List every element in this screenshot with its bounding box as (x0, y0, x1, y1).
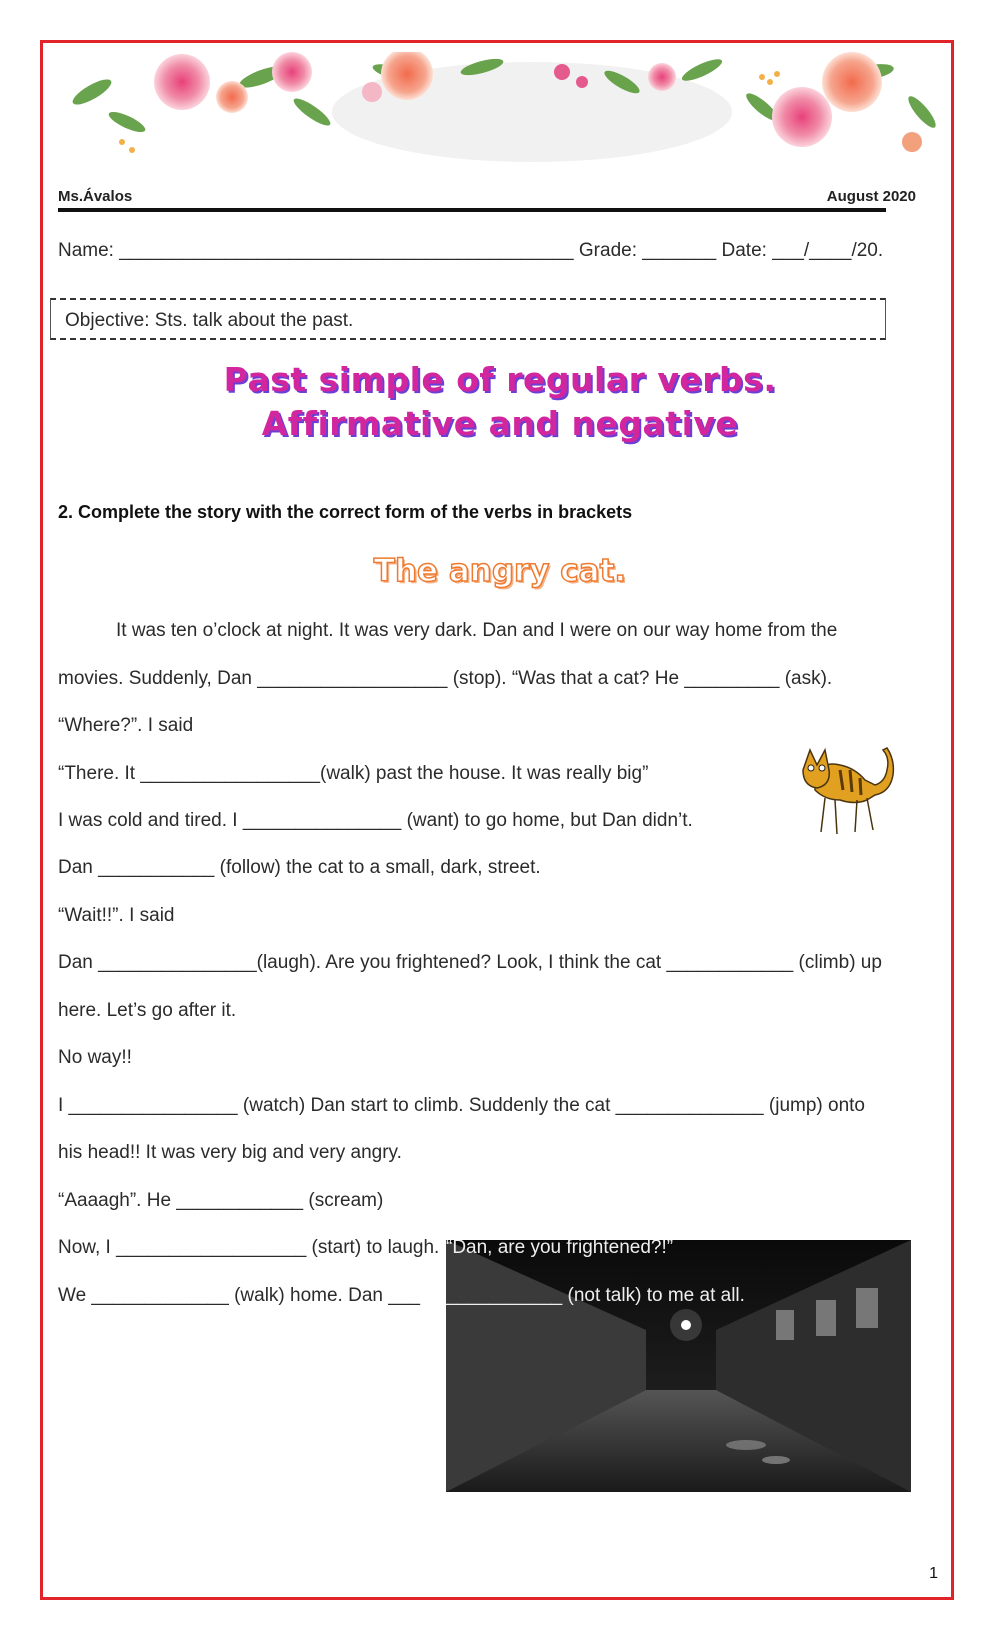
story-line: “There. It _________________(walk) past the house. It was really big” (58, 763, 649, 784)
teacher-name: Ms.Ávalos (58, 188, 133, 205)
story-line: “Wait!!”. I said (58, 905, 175, 926)
story-line: here. Let’s go after it. (58, 1000, 237, 1021)
story-line-we-end: ___________ (not talk) to me at all. (446, 1285, 745, 1306)
floral-banner-illustration (62, 52, 940, 167)
story-line-we: We _____________ (walk) home. Dan ___ (58, 1285, 420, 1306)
story-line: his head!! It was very big and very angry. (58, 1142, 402, 1163)
title-line-2: Affirmative and negative (261, 404, 739, 443)
alley-image (446, 1240, 911, 1492)
story-line: I was cold and tired. I _______________ (want) to go home, but Dan didn’t. (58, 810, 693, 831)
story-line: Dan _______________(laugh). Are you frightened? Look, I think the cat ____________ (climb) up (58, 952, 882, 973)
story-line: “Aaaagh”. He ____________ (scream) (58, 1190, 384, 1211)
page-number: 1 (929, 1565, 938, 1582)
story-line-now: Now, I __________________ (start) to laugh. (58, 1237, 440, 1258)
objective-box (50, 298, 886, 340)
name-grade-date-line: Name: ___________________________________________ Grade: _______ Date: ___/____/20. (58, 240, 884, 261)
dark-alley-photo (446, 1240, 911, 1492)
story-title: The angry cat. (373, 553, 627, 589)
header-rule (58, 208, 886, 212)
objective-text: Objective: Sts. talk about the past. (65, 310, 354, 331)
story-line: movies. Suddenly, Dan __________________ (stop). “Was that a cat? He _________ (ask). (58, 668, 833, 689)
story-line-now-quote: “Dan, are you frightened?!” (446, 1240, 674, 1258)
story-line: “Where?”. I said (58, 715, 194, 736)
story-line: Dan ___________ (follow) the cat to a small, dark, street. (58, 857, 541, 878)
header-date: August 2020 (826, 188, 916, 205)
angry-cat-illustration (795, 740, 905, 840)
story-line: No way!! (58, 1047, 132, 1068)
story-line: I ________________ (watch) Dan start to climb. Suddenly the cat ______________ (jump) onto (58, 1095, 865, 1116)
title-line-1: Past simple of regular verbs. (223, 360, 777, 399)
exercise-instruction: 2. Complete the story with the correct form of the verbs in brackets (58, 502, 633, 522)
story-line: It was ten o’clock at night. It was very dark. Dan and I were on our way home from the (116, 620, 838, 641)
